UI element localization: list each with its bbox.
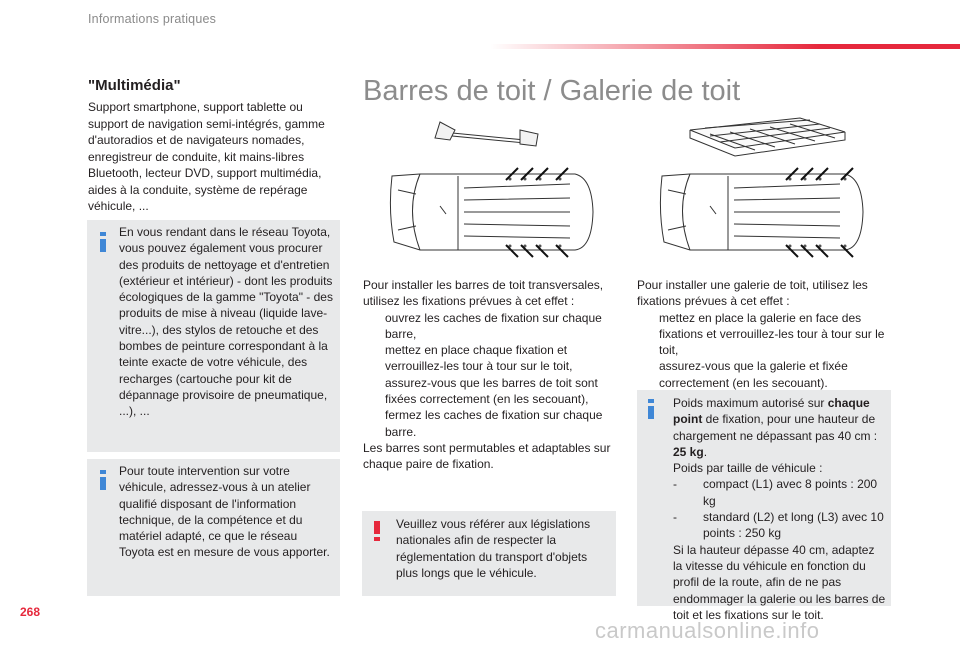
section-title: Informations pratiques	[88, 12, 217, 26]
info-icon	[648, 399, 654, 419]
warning-icon	[374, 521, 380, 541]
info-box-load-text	[673, 395, 887, 623]
watermark: carmanualsonline.info	[595, 618, 820, 643]
list-item: assurez-vous que les barres de toit sont fixées correctement (en les secouant),	[385, 375, 598, 407]
info-box-products	[87, 220, 340, 452]
header-accent-bar	[490, 44, 960, 49]
list-item: mettez en place chaque fixation et verrouillez-les tour à tour sur le toit,	[385, 343, 573, 374]
page-number: 268	[20, 605, 41, 619]
roof-rack-intro: Pour installer une galerie de toit, utilisez les fixations prévues à cet effet :	[637, 278, 868, 309]
load-max-weight: Poids maximum autorisé sur chaque point de fixation, pour une hauteur de chargement ne dépassant pas 40 cm : 25 kg.	[673, 396, 878, 459]
roof-bars-illustration	[380, 110, 610, 270]
roof-bars-intro: Pour installer les barres de toit transversales, utilisez les fixations prévues à cet effet :	[363, 278, 604, 309]
load-by-size-label: Poids par taille de véhicule :	[673, 461, 823, 476]
list-item: - compact (L1) avec 8 points : 200 kg	[673, 477, 878, 508]
info-icon	[100, 232, 106, 252]
multimedia-text: Support smartphone, support tablette ou support de navigation semi-intégrés, gamme d'autoradios et de navigateurs nomades, enregistreur de conduite, kit mains-libres Bluetooth, lecteur DVD, support multimédia, aides à la conduite, système de repérage véhicule, ...	[88, 100, 325, 213]
list-item: fermez les caches de fixation sur chaque barre.	[385, 408, 603, 439]
load-closing: Si la hauteur dépasse 40 cm, adaptez la vitesse du véhicule en fonction du profil de la route, afin de ne pas endommager la galerie ou les barres de toit et les fixations sur le toit.	[673, 542, 886, 622]
list-item: ouvrez les caches de fixation sur chaque barre,	[385, 310, 602, 341]
roof-rack-illustration	[650, 110, 880, 270]
warning-box-text: Veuillez vous référer aux législations nationales afin de respecter la réglementation du transport d'objets plus longs que le véhicule.	[396, 517, 591, 580]
list-item: assurez-vous que la galerie et fixée correctement (en les secouant).	[659, 359, 848, 390]
info-box-load	[637, 390, 891, 622]
list-item: - standard (L2) et long (L3) avec 10 points : 250 kg	[673, 510, 884, 541]
roof-bars-outro: Les barres sont permutables et adaptables sur chaque paire de fixation.	[363, 440, 611, 472]
warning-box	[362, 511, 616, 596]
roof-rack-instructions	[637, 277, 890, 391]
info-box-workshop-text: Pour toute intervention sur votre véhicule, adressez-vous à un atelier qualifié disposant de l'information technique, de la compétence et du matériel adapté, ce que le réseau Toyota est en mesure de vous apporter.	[119, 464, 330, 560]
info-icon	[100, 470, 106, 490]
roof-bars-instructions	[363, 277, 618, 473]
info-box-workshop	[87, 459, 340, 596]
page-title: Barres de toit / Galerie de toit	[363, 75, 741, 107]
multimedia-heading: "Multimédia"	[88, 77, 181, 94]
info-box-products-text: En vous rendant dans le réseau Toyota, vous pouvez également vous procurer des produits de nettoyage et d'entretien (extérieur et intérieur) - dont les produits écologiques de la gamme "Toyota" - des produits de mise à niveau (liquide lave-vitre...), des stylos de retouche et des bombes de peinture correspondant à la teinte exacte de votre véhicule, des recharges (cartouche pour kit de dépannage provisoire de pneumatique, ...), ...	[119, 225, 333, 419]
list-item: mettez en place la galerie en face des fixations et verrouillez-les tour à tour sur le toit,	[659, 310, 885, 358]
